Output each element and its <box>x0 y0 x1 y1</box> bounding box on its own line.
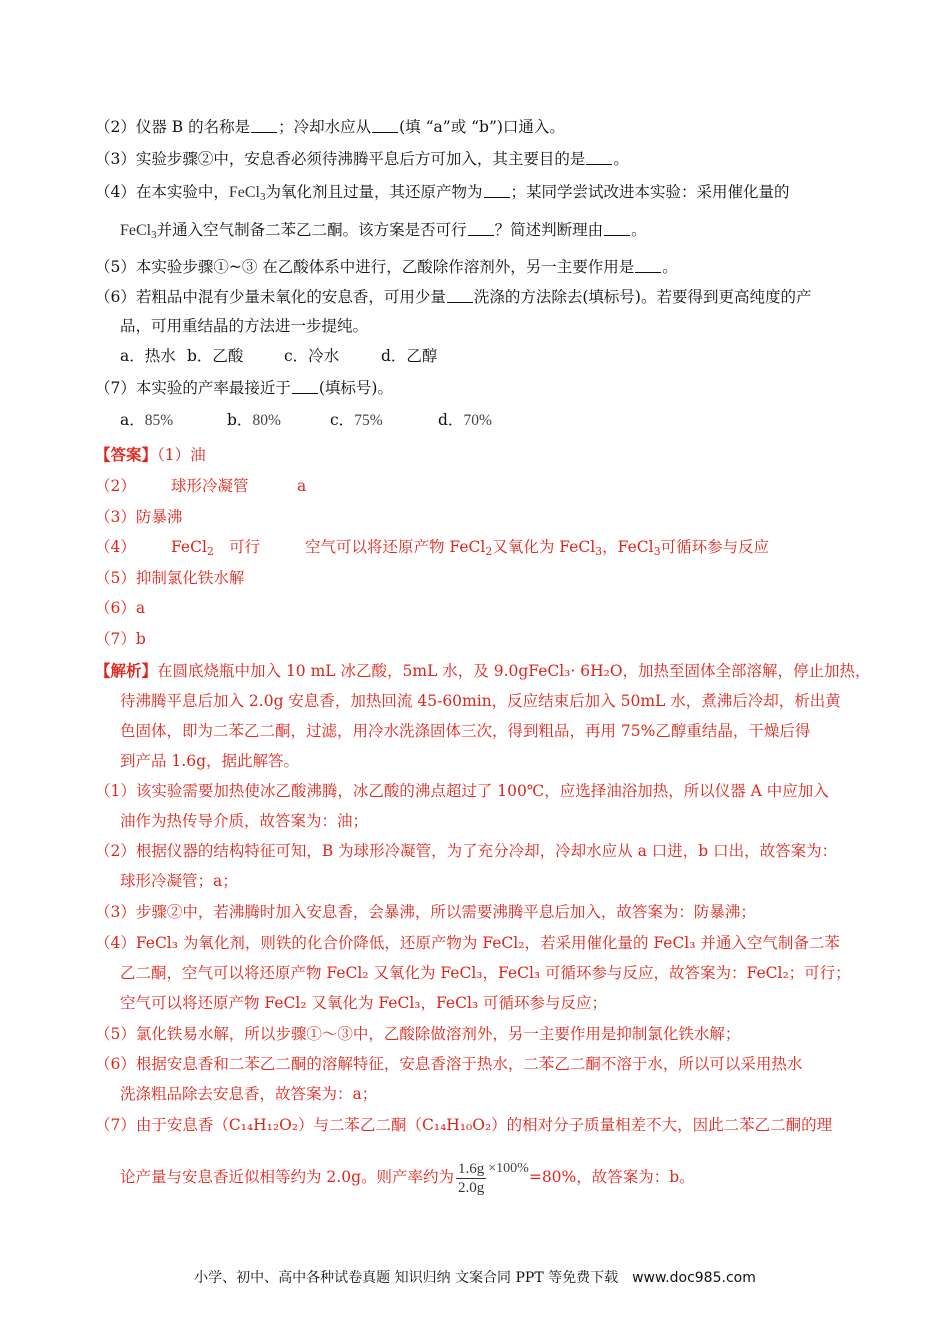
analysis-6: （6）根据安息香和二苯乙二酮的溶解特征，安息香溶于热水，二苯乙二酮不溶于水，所以可以采用热水 <box>95 1055 803 1073</box>
option-b: b．80% <box>227 411 281 429</box>
question-5: （5）本实验步骤①~③ 在乙酸体系中进行，乙酸除作溶剂外，另一主要作用是 。 <box>95 258 678 276</box>
analysis-2: （2）根据仪器的结构特征可知，B 为球形冷凝管，为了充分冷却，冷却水应从 a 口进，b 口出，故答案为： <box>95 842 838 860</box>
question-3: （3）实验步骤②中，安息香必须待沸腾平息后方可加入，其主要目的是 。 <box>95 150 629 168</box>
answer-blank <box>292 379 318 394</box>
option-b: b．乙酸 <box>187 347 244 365</box>
answer-4: （4） FeCl$_2$ 可行 空气可以将还原产物 FeCl$_2$又氧化为 FeCl$_3$，FeCl$_3$可循环参与反应 <box>95 538 770 558</box>
analysis-5: （5）氯化铁易水解，所以步骤①～③中，乙酸除做溶剂外，另一主要作用是抑制氯化铁水解； <box>95 1025 741 1043</box>
question-4-line-2: FeCl$_3$并通入空气制备二苯乙二酮。该方案是否可行 ？简述判断理由 。 <box>120 221 647 241</box>
answer-5: （5）抑制氯化铁水解 <box>95 569 245 587</box>
answer-blank <box>447 288 473 303</box>
question-7: （7）本实验的产率最接近于 (填标号)。 <box>95 379 393 397</box>
yield-fraction: $\frac{1.6g}{2.0g}$ <box>458 1160 485 1196</box>
answer-blank <box>586 150 612 165</box>
question-6-options <box>120 345 437 367</box>
analysis-intro: 【解析】在圆底烧瓶中加入 10 mL 冰乙酸，5mL 水，及 9.0gFeCl₃· 6H₂O，加热至固体全部溶解，停止加热， <box>95 661 871 680</box>
question-4-line-1: （4）在本实验中，FeCl$_3$为氧化剂且过量，其还原产物为 ；某同学尝试改进本实验：采用催化量的 <box>95 183 790 203</box>
option-c: c．75% <box>330 411 383 429</box>
analysis-text: 空气可以将还原产物 FeCl₂ 又氧化为 FeCl₃，FeCl₃ 可循环参与反应； <box>120 994 608 1012</box>
answer-blank <box>635 258 661 273</box>
option-c: c．冷水 <box>284 347 340 365</box>
answer-blank <box>372 118 398 133</box>
answer-7: （7）b <box>95 630 146 648</box>
analysis-3: （3）步骤②中，若沸腾时加入安息香，会暴沸，所以需要沸腾平息后加入，故答案为：防暴沸； <box>95 903 756 921</box>
answer-1: 【答案】（1）油 <box>95 445 206 464</box>
fecl3-formula: FeCl$_3$ <box>228 184 266 203</box>
analysis-text: 球形冷凝管；a； <box>120 872 238 890</box>
analysis-text: 色固体，即为二苯乙二酮，过滤，用冷水洗涤固体三次，得到粗品，再用 75%乙醇重结晶，干燥后得 <box>120 722 811 740</box>
analysis-text: 待沸腾平息后加入 2.0g 安息香，加热回流 45-60min，反应结束后加入 50mL 水，煮沸后冷却，析出黄 <box>120 692 841 710</box>
answer-2: （2） 球形冷凝管 a <box>95 477 307 495</box>
answer-header: 【答案】 <box>95 445 158 464</box>
analysis-1: （1）该实验需要加热使冰乙酸沸腾，冰乙酸的沸点超过了 100℃，应选择油浴加热，所以仪器 A 中应加入 <box>95 782 829 800</box>
analysis-text: 油作为热传导介质，故答案为：油； <box>120 812 369 830</box>
answer-3: （3）防暴沸 <box>95 508 183 526</box>
analysis-7-line-2: 论产量与安息香近似相等约为 2.0g。则产率约为 $\frac{1.6g}{2.0g}$ ×100%=80%，故答案为：b。 <box>120 1160 695 1196</box>
option-d: d．70% <box>438 411 492 429</box>
analysis-7: （7）由于安息香（C₁₄H₁₂O₂）与二苯乙二酮（C₁₄H₁₀O₂）的相对分子质量相差不大，因此二苯乙二酮的理 <box>95 1116 833 1134</box>
question-7-options <box>120 409 492 432</box>
question-2: （2）仪器 B 的名称是 ；冷却水应从 (填 “a”或 “b”)口通入。 <box>95 118 565 136</box>
answer-blank <box>604 221 630 236</box>
analysis-text: 洗涤粗品除去安息香，故答案为：a； <box>120 1085 378 1103</box>
question-6-line-1: （6）若粗品中混有少量未氧化的安息香，可用少量 洗涤的方法除去(填标号)。若要得到更高纯度的产 <box>95 288 812 306</box>
answer-blank <box>468 221 494 236</box>
page-footer: 小学、初中、高中各种试卷真题 知识归纳 文案合同 PPT 等免费下载 www.doc985.com <box>194 1270 756 1286</box>
answer-blank <box>484 183 510 198</box>
question-6-line-2: 品，可用重结晶的方法进一步提纯。 <box>120 317 369 335</box>
answer-blank <box>251 118 277 133</box>
analysis-header: 【解析】 <box>95 661 158 680</box>
analysis-4: （4）FeCl₃ 为氧化剂，则铁的化合价降低，还原产物为 FeCl₂，若采用催化量的 FeCl₃ 并通入空气制备二苯 <box>95 934 840 952</box>
option-d: d．乙醇 <box>381 347 438 365</box>
fecl3-formula: FeCl$_3$ <box>120 222 157 241</box>
option-a: a．85% <box>120 411 174 429</box>
analysis-text: 乙二酮，空气可以将还原产物 FeCl₂ 又氧化为 FeCl₃，FeCl₃ 可循环参与反应，故答案为：FeCl₂；可行； <box>120 964 851 982</box>
footer-link[interactable]: www.doc985.com <box>632 1270 756 1286</box>
answer-6: （6）a <box>95 599 146 617</box>
analysis-text: 到产品 1.6g，据此解答。 <box>120 752 299 770</box>
option-a: a．热水 <box>120 347 176 365</box>
